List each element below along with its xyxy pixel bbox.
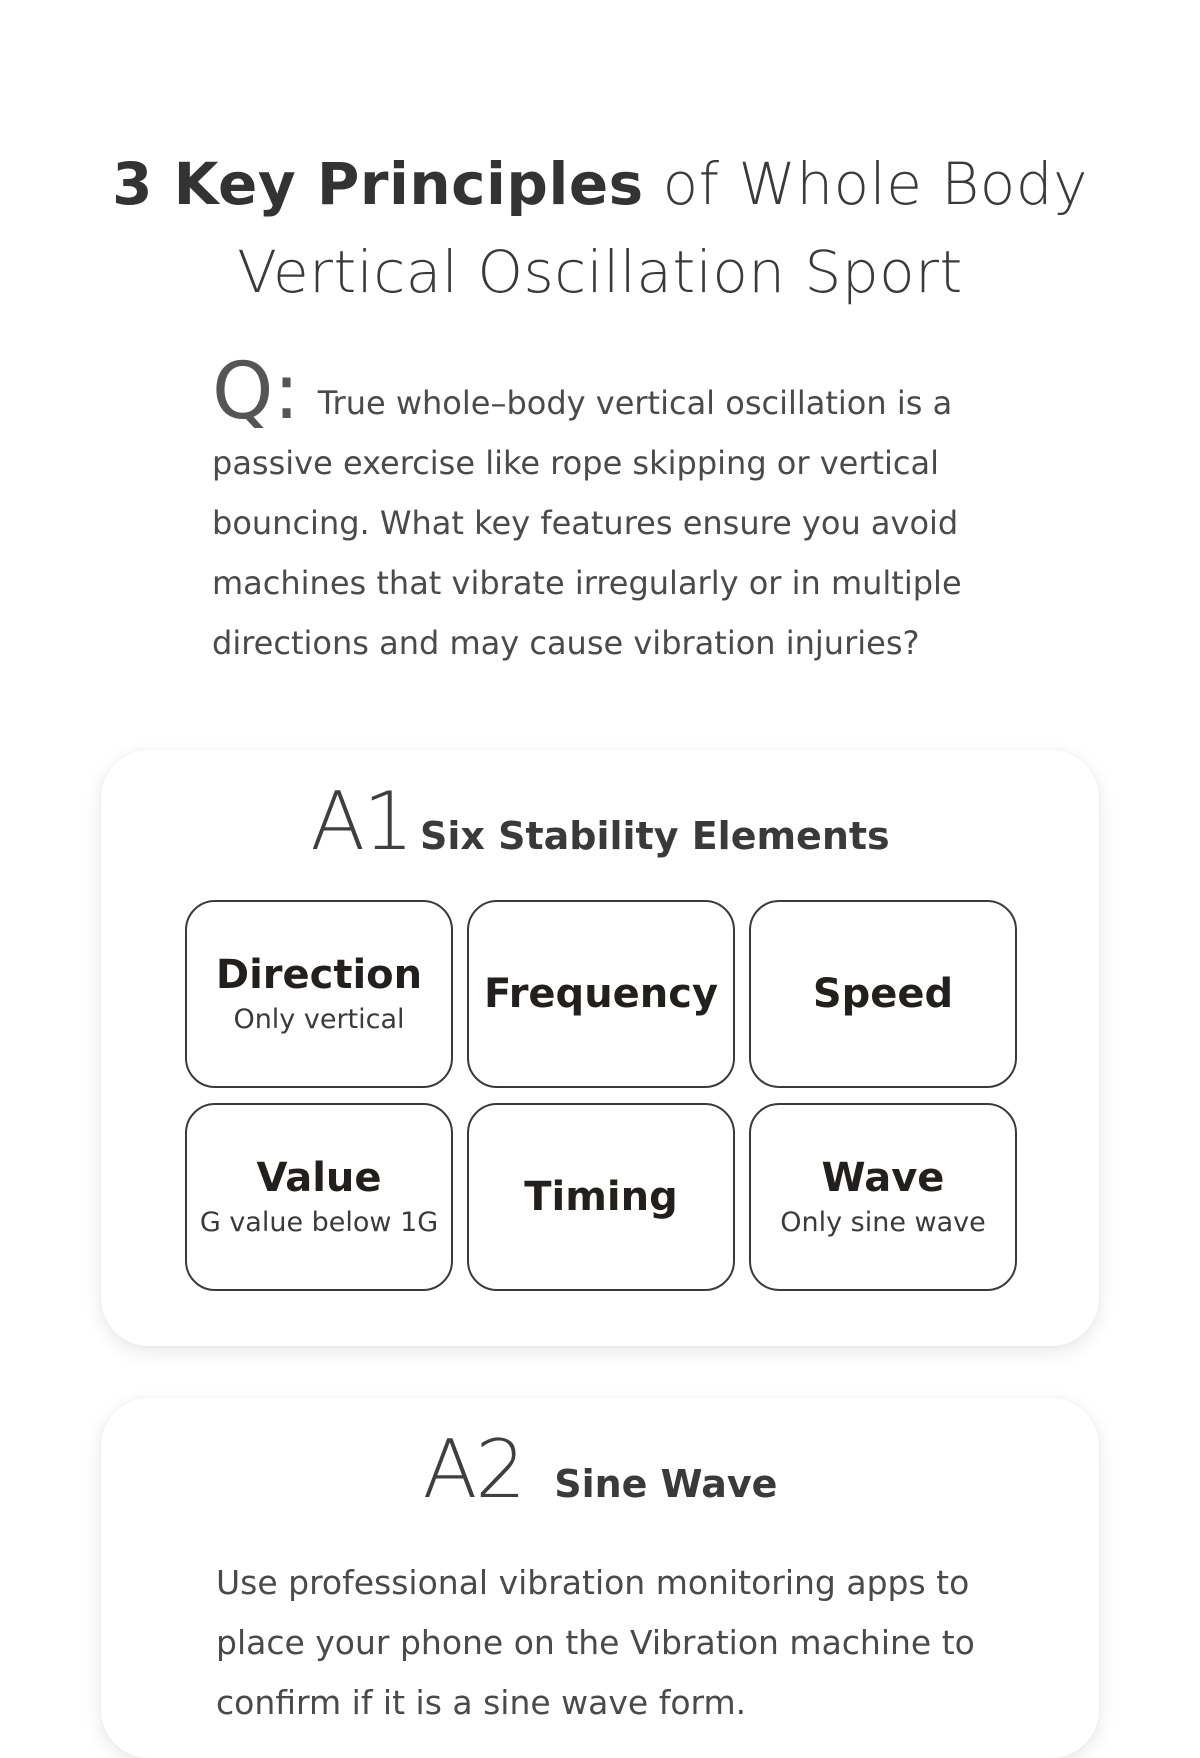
page-title-bold: 3 Key Principles <box>112 150 644 218</box>
element-title: Speed <box>812 971 954 1017</box>
a2-code: A2 <box>422 1423 525 1516</box>
element-frequency <box>467 900 735 1088</box>
a2-text: Use professional vibration monitoring apps to place your phone on the Vibration machine to confirm if it is a sine wave form. <box>216 1563 975 1722</box>
element-title: Timing <box>524 1174 678 1220</box>
a1-code: A1 <box>310 775 412 868</box>
element-timing <box>467 1103 735 1291</box>
stability-elements-grid <box>185 900 1015 1291</box>
question-marker: Q: <box>212 347 300 437</box>
question-text: True whole–body vertical oscillation is a passive exercise like rope skipping or vertical bouncing. What key features ensure you avoid machines that vibrate irregularly or in multiple directions and may cause vibration injuries? <box>212 384 962 662</box>
answer-card-a1 <box>101 750 1099 1346</box>
element-wave <box>749 1103 1017 1291</box>
a2-label: Sine Wave <box>554 1462 778 1506</box>
a2-heading <box>101 1420 1099 1520</box>
answer-card-a2 <box>101 1398 1099 1758</box>
a1-heading <box>101 772 1099 872</box>
a1-label: Six Stability Elements <box>419 814 890 858</box>
element-subtitle: Only sine wave <box>780 1207 986 1238</box>
element-title: Wave <box>821 1155 945 1201</box>
element-subtitle: G value below 1G <box>199 1207 439 1238</box>
element-title: Value <box>256 1155 382 1201</box>
element-speed <box>749 900 1017 1088</box>
question-block <box>212 347 1012 673</box>
element-value <box>185 1103 453 1291</box>
element-direction <box>185 900 453 1088</box>
page-title-rest: of Whole Body Vertical Oscillation Sport <box>237 150 1088 306</box>
element-title: Direction <box>215 952 423 998</box>
element-subtitle: Only vertical <box>233 1004 405 1035</box>
element-title: Frequency <box>483 971 719 1017</box>
page-title <box>0 140 1200 316</box>
